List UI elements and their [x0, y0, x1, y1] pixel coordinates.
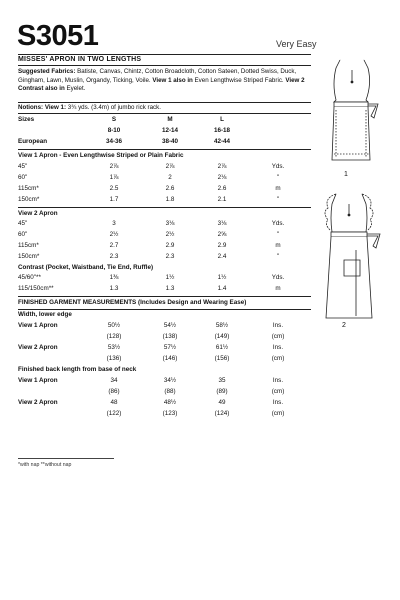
row-label: 115cm*: [18, 185, 39, 192]
table-cell: (146): [162, 355, 178, 362]
view1-label: 1: [344, 171, 348, 178]
sizes-divider: [18, 113, 311, 114]
table-cell: 2.3: [109, 253, 119, 260]
row-label: View 2 Apron: [18, 344, 58, 351]
table-row: [18, 274, 311, 283]
table-row: [18, 174, 311, 183]
table-cell: 2⅞: [109, 163, 119, 170]
table-cell: 2.1: [217, 196, 227, 203]
row-label: 115/150cm**: [18, 285, 54, 292]
table-cell: (136): [106, 355, 122, 362]
table-cell: 2.6: [165, 185, 175, 192]
table-cell: 2.5: [109, 185, 119, 192]
contrast-yardage-header: Contrast (Pocket, Waistband, Tie End, Ruffle): [18, 264, 154, 271]
view2-yardage-header: View 2 Apron: [18, 210, 58, 217]
view2-divider: [18, 207, 311, 208]
table-row: [18, 344, 311, 353]
table-cell: 2.7: [109, 242, 119, 249]
table-cell: 2⅞: [165, 163, 175, 170]
table-cell: (156): [214, 355, 230, 362]
table-cell: (128): [106, 333, 122, 340]
table-cell: 57½: [163, 344, 177, 351]
table-row: [18, 355, 311, 364]
table-cell: (88): [164, 388, 176, 395]
table-cell: 1.3: [109, 285, 119, 292]
table-cell: (138): [162, 333, 178, 340]
table-row: [18, 333, 311, 342]
table-cell: (124): [214, 410, 230, 417]
table-cell: 2.6: [217, 185, 227, 192]
row-label: 60": [18, 231, 28, 238]
view1-apron-illustration: [322, 58, 382, 166]
table-cell: 2.9: [165, 242, 175, 249]
table-cell: Yds.: [271, 163, 285, 170]
row-label: 45": [18, 163, 28, 170]
table-cell: m: [275, 285, 281, 292]
width-header: Width, lower edge: [18, 311, 72, 318]
suggested-fabrics: [18, 68, 311, 94]
table-row: [18, 388, 311, 397]
table-row: [18, 399, 311, 408]
table-cell: 54½: [163, 322, 177, 329]
row-label: 45/60"**: [18, 274, 41, 281]
table-cell: Ins.: [272, 399, 284, 406]
table-cell: 2.3: [165, 253, 175, 260]
header-divider: [18, 54, 311, 55]
table-cell: 1.3: [165, 285, 175, 292]
notions-text: 3¾ yds. (3.4m) of jumbo rick rack.: [66, 104, 161, 111]
table-cell: (cm): [271, 333, 285, 340]
pattern-number: S3051: [17, 20, 99, 52]
table-cell: (cm): [271, 410, 285, 417]
table-cell: 35: [218, 377, 226, 384]
notions-label: Notions:: [18, 104, 44, 111]
table-cell: 2⅝: [217, 231, 227, 238]
table-row: [18, 242, 311, 251]
row-label: View 1 Apron: [18, 322, 58, 329]
table-cell: 50½: [107, 322, 121, 329]
table-cell: 58½: [215, 322, 229, 329]
table-cell: 49: [218, 399, 226, 406]
table-cell: ": [276, 196, 280, 203]
table-cell: 1⅞: [109, 174, 119, 181]
sizes-sub-row: 8-10 12-14 16-18: [107, 127, 231, 134]
table-row: [18, 377, 311, 386]
table-cell: 34½: [163, 377, 177, 384]
notions: [18, 104, 161, 111]
table-cell: 3: [112, 220, 116, 227]
table-cell: 2: [168, 174, 172, 181]
skill-level: Very Easy: [276, 39, 317, 49]
table-cell: 1.7: [109, 196, 119, 203]
table-cell: (89): [216, 388, 228, 395]
table-cell: 2.9: [217, 242, 227, 249]
table-cell: 1½: [217, 274, 227, 281]
measurements-header: FINISHED GARMENT MEASUREMENTS (Includes Design and Wearing Ease): [18, 299, 247, 306]
table-cell: 53½: [107, 344, 121, 351]
fabrics-text: Batiste, Canvas, Chintz, Cotton Broadcloth, Cotton Sateen, Dotted Swiss, Duck, Gingham, Lawn, Muslin, Organdy, Ticking, Voile.: [18, 68, 297, 84]
table-cell: 1½: [165, 274, 175, 281]
table-row: [18, 410, 311, 419]
european-divider: [18, 149, 311, 150]
fabrics-view1-text: Even Lengthwise Striped Fabric.: [192, 76, 284, 84]
width-divider: [18, 309, 311, 310]
european-row: European 34-36 38-40 42-44: [18, 138, 231, 145]
table-cell: Ins.: [272, 377, 284, 384]
fabrics-view2-text: Eyelet.: [64, 85, 86, 93]
table-row: [18, 285, 311, 294]
view1-yardage-header: View 1 Apron - Even Lengthwise Striped or Plain Fabric: [18, 152, 184, 159]
table-cell: 2½: [109, 231, 119, 238]
table-cell: 61½: [215, 344, 229, 351]
table-cell: 2.4: [217, 253, 227, 260]
table-cell: (cm): [271, 355, 285, 362]
row-label: View 1 Apron: [18, 377, 58, 384]
table-row: [18, 231, 311, 240]
sizes-row: Sizes S M L: [18, 116, 224, 123]
table-cell: 1.8: [165, 196, 175, 203]
row-label: View 2 Apron: [18, 399, 58, 406]
notions-divider: [18, 102, 311, 103]
measurements-divider: [18, 296, 311, 297]
table-cell: ": [276, 174, 280, 181]
length-header: Finished back length from base of neck: [18, 366, 137, 373]
table-cell: 2½: [165, 231, 175, 238]
table-cell: 48½: [163, 399, 177, 406]
row-label: 60": [18, 174, 28, 181]
table-cell: (123): [162, 410, 178, 417]
row-label: 150cm*: [18, 196, 40, 203]
pattern-title: MISSES' APRON IN TWO LENGTHS: [18, 56, 142, 63]
table-cell: 3⅛: [165, 220, 175, 227]
fabrics-label: Suggested Fabrics:: [18, 68, 76, 75]
row-label: 45": [18, 220, 28, 227]
table-cell: 1⅜: [109, 274, 119, 281]
notions-view-label: View 1:: [43, 104, 67, 111]
table-row: [18, 253, 311, 262]
footnote: *with nap **without nap: [18, 462, 72, 468]
view2-label: 2: [342, 322, 346, 329]
footnote-divider: [18, 458, 114, 459]
table-cell: 34: [110, 377, 118, 384]
table-cell: 48: [110, 399, 118, 406]
row-label: 115cm*: [18, 242, 39, 249]
table-cell: Ins.: [272, 344, 284, 351]
table-cell: (122): [106, 410, 122, 417]
table-cell: 3⅛: [217, 220, 227, 227]
view2-apron-illustration: [316, 190, 382, 324]
title-divider: [18, 65, 311, 66]
table-cell: ": [276, 231, 280, 238]
table-row: [18, 185, 311, 194]
table-row: [18, 163, 311, 172]
table-cell: Yds.: [271, 220, 285, 227]
row-label: 150cm*: [18, 253, 40, 260]
table-row: [18, 196, 311, 205]
fabrics-view1-label: View 1 also in: [150, 76, 193, 84]
table-cell: 1.4: [217, 285, 227, 292]
table-row: [18, 322, 311, 331]
table-cell: 2⅛: [217, 174, 227, 181]
fabrics-view2-label: View 2 Contrast also in: [18, 76, 305, 93]
table-cell: m: [275, 185, 281, 192]
table-cell: (86): [108, 388, 120, 395]
table-cell: m: [275, 242, 281, 249]
table-cell: 2⅞: [217, 163, 227, 170]
table-cell: Yds.: [271, 274, 285, 281]
table-cell: (149): [214, 333, 230, 340]
table-row: [18, 220, 311, 229]
table-cell: ": [276, 253, 280, 260]
table-cell: (cm): [271, 388, 285, 395]
table-cell: Ins.: [272, 322, 284, 329]
